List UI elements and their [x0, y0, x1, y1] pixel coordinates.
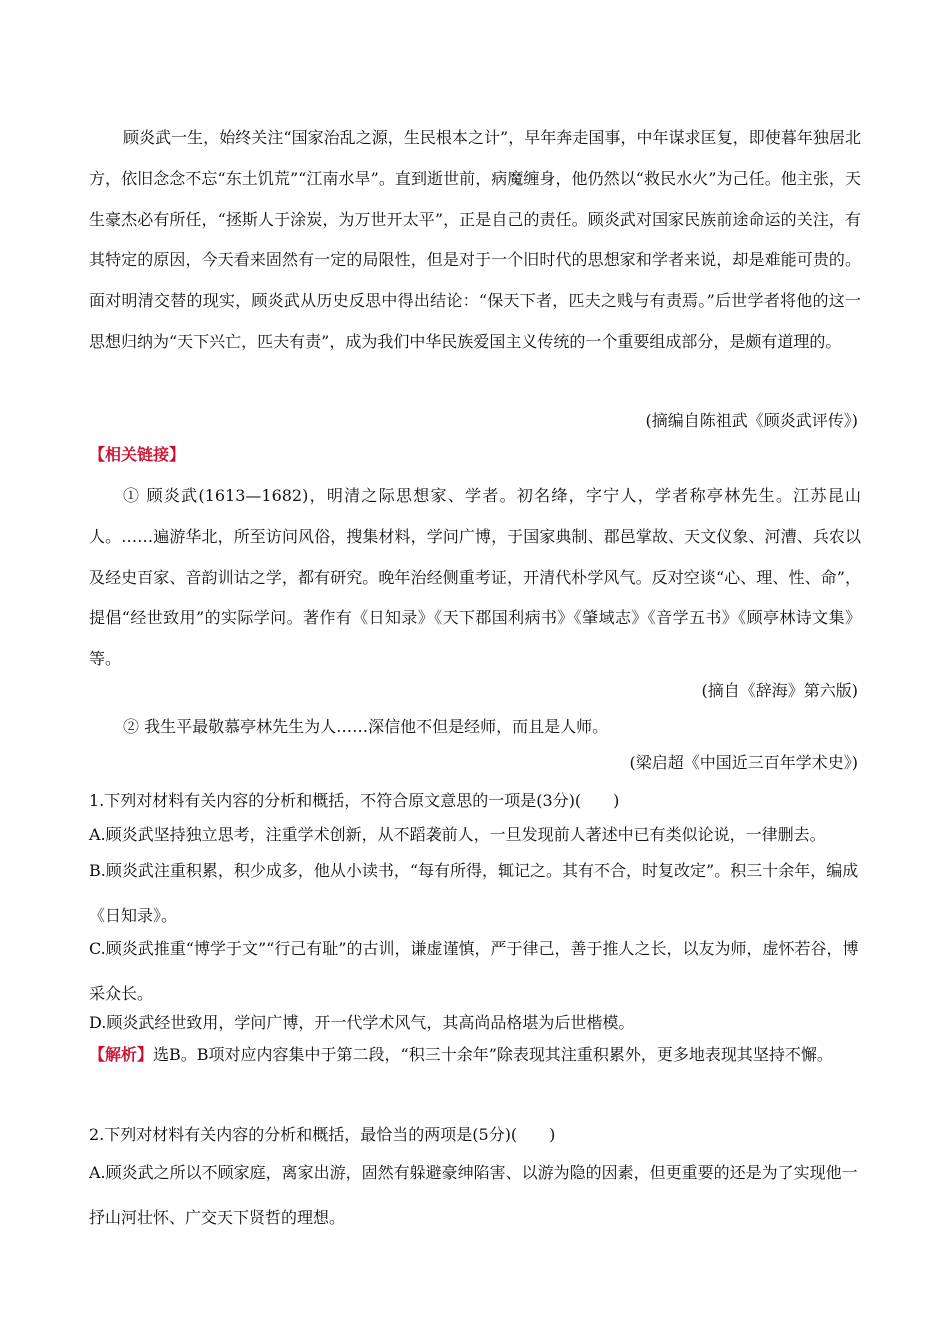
question-1-stem: 1.下列对材料有关内容的分析和概括，不符合原文意思的一项是(3分)( ) — [89, 791, 620, 810]
question-1-analysis — [89, 1032, 861, 1077]
passage-source: (摘编自陈祖武《顾炎武评传》) — [645, 411, 858, 430]
passage-paragraph: 顾炎武一生，始终关注“国家治乱之源，生民根本之计”，早年奔走国事，中年谋求匡复，即使暮年独居北方，依旧念念不忘“东土饥荒”“江南水旱”。直到逝世前，病魔缠身，他仍然以“救民水火”为己任。他主张，天生豪杰必有所任，“拯斯人于涂炭，为万世开太平”，正是自己的责任。顾炎武对国家民族前途命运的关注，有其特定的原因，今天看来固然有一定的局限性，但是对于一个旧时代的思想家和学者来说，却是难能可贵的。面对明清交替的现实，顾炎武从历史反思中得出结论：“保天下者，匹夫之贱与有责焉。”后世学者将他的这一思想归纳为“天下兴亡，匹夫有责”，成为我们中华民族爱国主义传统的一个重要组成部分，是颇有道理的。 — [89, 128, 861, 351]
question-2-option-a: A.顾炎武之所以不顾家庭，离家出游，固然有躲避豪绅陷害、以游为隐的因素，但更重要的还是为了实现他一抒山河壮怀、广交天下贤哲的理想。 — [89, 1163, 858, 1227]
question-1-option-c: C.顾炎武推重“博学于文”“行己有耻”的古训，谦虚谨慎，严于律己，善于推人之长，以友为师，虚怀若谷，博采众长。 — [89, 939, 859, 1003]
related-links-heading — [89, 440, 861, 470]
question-1-option-d: D.顾炎武经世致用，学问广博，开一代学术风气，其高尚品格堪为后世楷模。 — [89, 1013, 635, 1032]
analysis-tag: 【解析】 — [89, 1045, 154, 1064]
link-item-1: ① 顾炎武(1613—1682)，明清之际思想家、学者。初名绛，字宁人，学者称亭林先生。江苏昆山人。……遍游华北，所至访问风俗，搜集材料，学问广博，于国家典制、郡邑掌故、天文仪象、河漕、兵农以及经史百家、音韵训诂之学，都有研究。晚年治经侧重考证，开清代朴学风气。反对空谈“心、理、性、命”，提倡“经世致用”的实际学问。著作有《日知录》《天下郡国利病书》《肇域志》《音学五书》《顾亭林诗文集》等。 — [89, 486, 861, 669]
link-source-1: (摘自《辞海》第六版) — [701, 681, 858, 700]
link-item-2: ② 我生平最敬慕亭林先生为人……深信他不但是经师，而且是人师。 — [123, 717, 609, 736]
question-1-option-a: A.顾炎武坚持独立思考，注重学术创新，从不蹈袭前人，一旦发现前人著述中已有类似论说，一律删去。 — [89, 825, 826, 844]
question-1-option-b: B.顾炎武注重积累，积少成多，他从小读书，“每有所得，辄记之。其有不合，时复改定”。积三十余年，编成《日知录》。 — [89, 861, 859, 925]
question-2-stem: 2.下列对材料有关内容的分析和概括，最恰当的两项是(5分)( ) — [89, 1125, 556, 1144]
link-source-2: (梁启超《中国近三百年学术史》) — [629, 753, 858, 772]
analysis-text: 选B。B项对应内容集中于第二段，“积三十余年”除表现其注重积累外，更多地表现其坚持不懈。 — [153, 1045, 833, 1064]
related-links-tag: 【相关链接】 — [89, 445, 186, 464]
